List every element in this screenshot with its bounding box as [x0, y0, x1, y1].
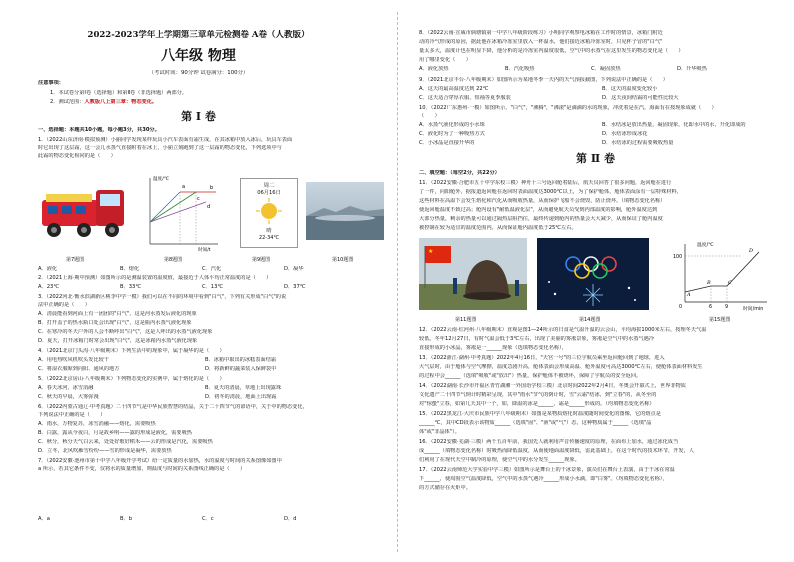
olympic-ceremony-photo [537, 238, 649, 310]
q17-text-3: 的方式储存在火炬中。 [419, 485, 471, 491]
point-label-c: C [728, 280, 732, 286]
y-tick-label: 100 [673, 255, 683, 260]
q10-option-d: D．水结冰形成冰花 [602, 131, 648, 137]
section2-intro: 二、填空题：（每空2分，共22分） [419, 170, 500, 176]
series-label-a: a [182, 184, 186, 190]
series-line-a [150, 192, 180, 222]
q15-text-1: 15．（2022黑龙江·大庆市民族中学八年级期末）如图是某物质熔化时温度随时间变化的图像，它的熔点是 [419, 411, 661, 417]
q10-option-c: C．液化时为了一种吸热方式 [419, 131, 485, 137]
x-tick-label: 6 [709, 305, 713, 310]
x-axis-label: 时间/min [743, 307, 764, 312]
q16-text-1: 16．（2022安徽·芜湖·三模）两千五百年前，我国先人就利用声音传播速度的原理，在面布上加水，通过冰化成当 [419, 439, 679, 445]
point-label-d: D [749, 248, 754, 254]
q2-options [38, 284, 378, 291]
q8-text-4: 用了哪里变化（ ） [419, 57, 471, 63]
figure-caption: 第11题图 [455, 317, 477, 323]
q13-text-1: 13．（2022浙江·湖州·中考真题）2022年4月16日，"天宫一号"的三位宇航员乘坐返回舱回到了地球，进入 [419, 355, 665, 361]
series-label-d: d [207, 204, 211, 210]
series-label-c: c [197, 196, 200, 202]
q5-text: 5．（2022北京房山·八年级期末）下列物态变化的实例中，属于熔化的是（ ） [38, 376, 225, 382]
toy-truck-image [38, 180, 130, 244]
x-tick-label: 0 [679, 305, 683, 310]
exam-header: 2022-2023学年上学期第三章单元检测卷 A卷（人教版） [87, 30, 310, 40]
option-a: A．液化 [38, 266, 58, 272]
q5-option-a: A．春天冰河，冰雪消融 [38, 385, 94, 391]
sun-icon [256, 198, 282, 224]
q6-option-b: B．白露，露从今夜白，月是故乡明——露的形成是液化，需要吸热 [38, 430, 192, 436]
q3-option-d: D．夏天，打开冰箱门时常会出现"白气"，这是冰箱内水蒸气液化现象 [38, 338, 198, 344]
q8-text-2: 动的冷气形成的原因，据此他在冰箱冷冻室里放入一杯温水，他们接近冰箱冷冻室时，只见杯子冒的"白气" [419, 39, 663, 45]
q12-text-3: 直接形成的小冰晶，雾凇是一______现象（选填物态变化名称）， [419, 345, 567, 351]
q10-text-1: 10．（2022广东惠州·一模）如图所示，"白气"，"沸腾"，"沸滚"是滴滴的水的现象，冲洗着是在汽，海面有在按现象成就（ ） [419, 105, 717, 111]
q10-text-2: （ ） [419, 113, 440, 119]
section1-title: 第 Ⅰ 卷 [181, 110, 216, 123]
option-b: B．熔化 [120, 266, 140, 272]
q5-option-d: D．初冬的清晨，地面上出现霜 [205, 394, 277, 400]
q4-option-d: D．将新鲜的蔬菜装入保鲜袋中 [205, 366, 277, 372]
q11-text-3: 这些材料在高温下会发生熔化和汽化从而吸收热量，从而保护飞船不会烧毁，防止烧坏。（填物态变化名称） [419, 198, 666, 204]
q3-text-1: 3．（2022河北·衡水滨湖新区桃李中学一模）我们可以在不同的环境中看到"白气"，下列有关形成"白气"的说 [38, 294, 287, 300]
q9-text: 9．（2021北京丰台·八年级期末）如图所示为某地冬季一天内的天气预报截图，下列说法中正确的是（ ） [419, 77, 668, 83]
q4-option-a: A．用电热吹风机吹头发比较干 [38, 357, 109, 363]
q1-text-2: 时它出现了这层霜，这一会儿水蒸气直接附着在冰上，小丽立刻跑到了这一层霜的物态变化，下列选项中与 [38, 145, 282, 151]
option-d: D．升华吸热 [677, 66, 707, 72]
q3-option-a: A．清晨能看到河面上有一团团的"白气"，这是河水蒸发后液化的现象 [38, 311, 197, 317]
notice-item-2 [50, 99, 157, 106]
series-line-c [150, 192, 196, 222]
q3-option-c: C．在寒冷的冬天户外的人会不断呼出"白气"，这是人呼出的水蒸气液化现象 [38, 329, 213, 335]
weather-temperature: 22-34℃ [258, 235, 280, 241]
option-d: D．37℃ [284, 284, 306, 290]
q4-option-c: C．将湿衣服晾到向阳、通风的地方 [38, 366, 120, 372]
q14-text-3: 对"惊蛰"立春，如第几天其中一个，如，降温的冰是______，霜是______形成的。（均填物态变化名称） [419, 401, 655, 407]
q8-text-3: 量太多大，温度计也在明显下降，他分析的是冷冻室内温度很低，空气中的水蒸气在这里发生的物态变化是（ ） [419, 48, 684, 54]
q1-text-1: 1．（2022山东济南·模拟预测）小丽同学发现某样玩具小汽车表面有霜生成，在其冰箱中放入冰后，玩具车表面 [38, 137, 293, 143]
q7-text-1: 7．（2022安徽·池州市第十中学八年级开学考试）给一定质量的水加热，水的温度与时间的关系图像如图中 [38, 458, 282, 464]
q6-option-c: C．秋分，秋分天气白云来，处处好歌好稻禾——云的形成是汽化，需要吸热 [38, 439, 213, 445]
option-c: C．汽化 [202, 266, 222, 272]
q9-option-a: A．这天的最高温度达到 22℃ [419, 86, 489, 92]
weather-forecast-card [240, 178, 298, 248]
weather-date: 06月16日 [257, 190, 281, 196]
q3-option-b: B．打开盖子的热水瓶口处会出现"白气"，这是瓶内水蒸气液化现象 [38, 320, 192, 326]
option-b: B．汽化吸热 [505, 66, 535, 72]
temperature-curve [685, 252, 759, 292]
q17-text-1: 17．（2022云南师范大学实验中学三模）如图所示是舞台上的干冰景象，演员们在舞台上表演，由于干冰在常温 [419, 467, 675, 473]
option-b: B．33℃ [120, 284, 142, 290]
q11-text-5: 大部分热量，剩余的热量可以通过隔热层阻挡住，最终传递到舱内的热量会大大减少，从而保证了舱内温度 [419, 216, 663, 222]
q11-text-4: 使返回舱温度不致过高；舱内设有"耐低温液化层"，从而避免航天员受到内部温度的影响，舱外温度达到 [419, 207, 658, 213]
temperature-time-chart [140, 172, 222, 252]
y-axis-label: 温度/℃ [697, 243, 714, 248]
notice-item-1: 1．本试卷分第Ⅰ卷（选择题）和第Ⅱ卷（非选择题）两部分。 [50, 90, 188, 96]
option-d: D．凝华 [284, 266, 304, 272]
q11-text-6: 被控制在较为适宜的温度范围内，从而保证舱内温度低于25℃左右。 [419, 225, 577, 231]
q9-option-c: C．这天适合穿厚衣服、短袖等夏季服装 [419, 95, 511, 101]
svg-text:★: ★ [428, 248, 434, 255]
notice-title: 注意事项： [38, 80, 64, 86]
option-a: A．液化放热 [419, 66, 449, 72]
q3-text-2: 法中正确的是（ ） [38, 302, 90, 308]
q7-text-2: a 所示，若其它条件不变，仅将水的质量增加，则温度与时间的关系图线正确的是（ ） [38, 466, 246, 472]
q4-option-b: B．冰箱中取出的冰糕表面结霜 [205, 357, 276, 363]
figure-caption: 第15题图 [709, 317, 731, 323]
figure-caption: 第8题图 [164, 257, 183, 263]
grade-subject-title: 八年级 物理 [161, 48, 236, 64]
point-label-b: B [707, 280, 711, 286]
q15-text-2: ______℃，其中CD段表示该物质______（选填"固"、"液"或"气"）态，这种物质属于______（选填"晶 [419, 420, 652, 426]
notice-item-2-prefix: 2．测试范围： [50, 99, 85, 105]
x-axis-label: 时间/t [198, 248, 211, 252]
q9-option-b: B．这天的温度变化较小 [602, 86, 658, 92]
y-axis-label: 温度/℃ [153, 177, 169, 182]
option-c: C．c [202, 516, 214, 522]
q6-option-d: D．立冬，北风吹雁雪纷纷——雪的形成是凝华，需要放热 [38, 448, 172, 454]
q15-text-3: 体"或"非晶体"）。 [419, 429, 460, 435]
q17-text-2: 下______，使周围空气温度降低，空气中的水蒸气遇冷______形成小水滴，即"白雾"。（均填物态变化名称）， [419, 476, 668, 482]
exam-info: （考试时间：90分钟 试卷满分：100分） [148, 70, 249, 76]
point-label-a: A [687, 292, 691, 298]
q1-text-3: 此霜的物态变化相同的是（ ） [38, 153, 116, 159]
q14-text-2: 文化遗产二十四节气倒计时精彩呈现，其中"雨水"节气的倒计时，雪"云霜"结冰，到"立春"的，从冬至的 [419, 392, 657, 398]
q11-text-2: 了一件，向阳舱外，据报道返回舱在返回时表面温度达3000℃以上，为了保护舱体，舱体表面涂有一层特殊材料， [419, 189, 682, 195]
section2-title: 第 Ⅱ 卷 [576, 152, 615, 165]
q4-text: 4．（2021北京门头沟·八年级期末）下列生活中的现象中，属于凝华的是（ ） [38, 348, 225, 354]
q16-text-2: 成______（填物态变化名称）时吸热而降低温度，从而使地面温度降低，雷此基础上，在这个时代的技术环节，开发，人 [419, 448, 694, 454]
melting-curve-chart [667, 238, 775, 312]
option-a: A．a [38, 516, 50, 522]
q10-option-a: A．水蒸气液化形成的小水珠 [419, 122, 485, 128]
q6-option-a: A．雨水，万物复苏，冰雪消融——熔化，需要吸热 [38, 421, 156, 427]
weather-condition: 晴 [266, 228, 272, 234]
right-page [397, 0, 794, 562]
series-line-d [150, 202, 206, 222]
q13-text-2: 大气层时，由于舱体与空气摩擦，温度急剧升高，舱体表面会形成高温、舱外温度可高达3000℃左右，使舱体表面材料发生 [419, 364, 703, 370]
figure-caption: 第10题图 [332, 257, 354, 263]
weather-weekday: 周二 [263, 183, 275, 189]
q5-option-c: C．秋天的早晨，大雾弥漫 [38, 394, 99, 400]
q12-text-2: 较低，冬年12月27日，有时气温会低于3℃左右，出现了美丽的雾凇景象，雾凇是空气中的水蒸气遇冷 [419, 336, 655, 342]
q14-text-1: 14．（2022湖南·长沙市开福区青竹湖湘一外国语学校三模）北京时间2022年2月4日，冬奥会开幕式上，世界非物质 [419, 383, 686, 389]
section1-intro: 一、选择题：本题共10小题，每小题3分，共30分。 [38, 127, 160, 133]
q2-text: 2．（2021上海·期中预测）如图所示的是测温装置的温度值，最接近于人体平均正常温度的是（ ） [38, 275, 272, 281]
q11-text-1: 11．（2022安徽·合肥市五十中学东校三模）神舟十三号返回舱着陆后，航天员回答了很多问题，返回舱在进行 [419, 180, 672, 186]
return-capsule-photo [419, 238, 527, 310]
q7-options [38, 516, 378, 523]
q10-option-b: B．水结冰是放出热量，凝固现象，化即水中的水，升化即成的 [602, 122, 746, 128]
figure-caption: 第7题图 [66, 257, 85, 263]
q1-options [38, 266, 378, 273]
series-label-b: b [210, 185, 214, 191]
q16-text-3: 们利用了在现代天空中制冷的原理，使空气中的水分发生______现象。 [419, 457, 580, 463]
misty-lake-photo [306, 182, 384, 240]
q8-text-1: 8．（2022云南·宣威市倘塘镇第一中学八年级阶段练习）小明同学观察电冰箱在工作时的情景，冰箱门附近 [419, 30, 663, 36]
figure-caption: 第9题图 [252, 257, 271, 263]
q6-text-2: 下列说法中正确的是（ ） [38, 412, 106, 418]
x-tick-label: 9 [725, 305, 729, 310]
option-d: D．d [284, 516, 297, 522]
q8-options [419, 66, 764, 73]
q10-option-e: C．小冰晶是直接升华的 [419, 140, 475, 146]
q5-option-b: B．夏天的清晨，草地上出现露珠 [205, 385, 282, 391]
option-c: C．凝固放热 [591, 66, 621, 72]
q10-option-f: D．水结冰的过程需要吸收热量 [602, 140, 674, 146]
q12-text-1: 12．（2022云南·红河州·八年级期末）直观是图1—24所示的日食是气温升温的云会山，平均海拔1000米左右，按理冬天气温 [419, 327, 707, 333]
q13-text-3: 的过程中会______（选填"吸收"或"放出"）热量，保护舱体不被烧坏，保障了宇航员的安全返回。 [419, 373, 642, 379]
notice-item-2-scope: 人教版八上第三章：物态变化。 [84, 99, 158, 105]
q9-option-d: D．这天夜间结霜的可能性比较大 [602, 95, 679, 101]
q6-text-1: 6．（2022内蒙古通辽·中考真题）二十四节气是中华民族智慧的结晶，关于二十四节气的谚语中，关于中的物态变化， [38, 404, 308, 410]
figure-caption: 第14题图 [579, 317, 601, 323]
option-c: C．13℃ [202, 284, 224, 290]
option-b: B．b [120, 516, 133, 522]
option-a: A．23℃ [38, 284, 60, 290]
